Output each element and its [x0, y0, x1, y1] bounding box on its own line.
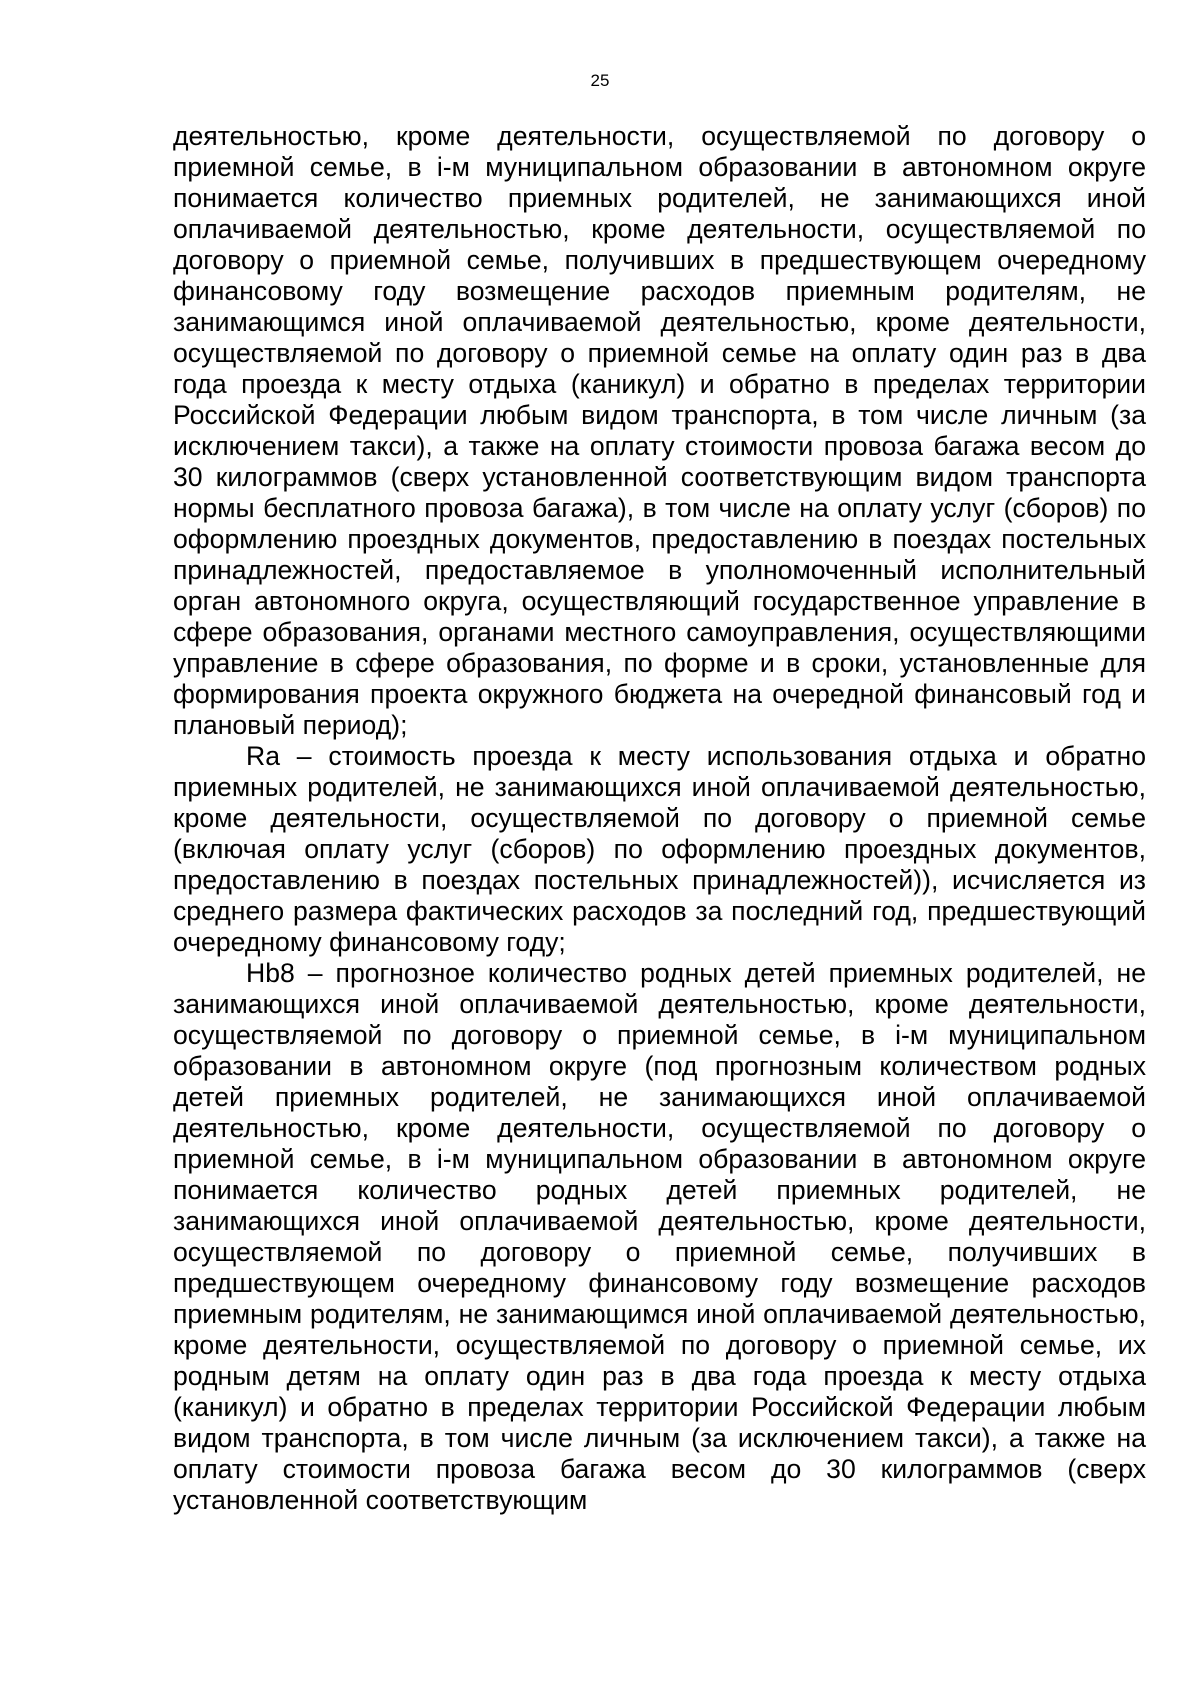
document-body	[173, 121, 1146, 1516]
paragraph-continuation: деятельностью, кроме деятельности, осуществляемой по договору о приемной семье, в i-м муниципальном образовании в автономном округе понимается количество приемных родителей, не занимающихся иной оплачиваемой деятельностью, кроме деятельности, осуществляемой по договору о приемной семье, получивших в предшествующем очередному финансовому году возмещение расходов приемным родителям, не занимающимся иной оплачиваемой деятельностью, кроме деятельности, осуществляемой по договору о приемной семье на оплату один раз в два года проезда к месту отдыха (каникул) и обратно в пределах территории Российской Федерации любым видом транспорта, в том числе личным (за исключением такси), а также на оплату стоимости провоза багажа весом до 30 килограммов (сверх установленной соответствующим видом транспорта нормы бесплатного провоза багажа), в том числе на оплату услуг (сборов) по оформлению проездных документов, предоставлению в поездах постельных принадлежностей, предоставляемое в уполномоченный исполнительный орган автономного округа, осуществляющий государственное управление в сфере образования, органами местного самоуправления, осуществляющими управление в сфере образования, по форме и в сроки, установленные для формирования проекта окружного бюджета на очередной финансовый год и плановый период);	[173, 121, 1146, 740]
page-number: 25	[590, 71, 610, 90]
paragraph-ra-definition: Ra – стоимость проезда к месту использования отдыха и обратно приемных родителей, не занимающихся иной оплачиваемой деятельностью, кроме деятельности, осуществляемой по договору о приемной семье (включая оплату услуг (сборов) по оформлению проездных документов, предоставлению в поездах постельных принадлежностей)), исчисляется из среднего размера фактических расходов за последний год, предшествующий очередному финансовому году;	[173, 741, 1146, 957]
paragraph-hb8-definition: Hb8 – прогнозное количество родных детей приемных родителей, не занимающихся иной оплачиваемой деятельностью, кроме деятельности, осуществляемой по договору о приемной семье, в i-м муниципальном образовании в автономном округе (под прогнозным количеством родных детей приемных родителей, не занимающихся иной оплачиваемой деятельностью, кроме деятельности, осуществляемой по договору о приемной семье, в i-м муниципальном образовании в автономном округе понимается количество родных детей приемных родителей, не занимающихся иной оплачиваемой деятельностью, кроме деятельности, осуществляемой по договору о приемной семье, получивших в предшествующем очередному финансовому году возмещение расходов приемным родителям, не занимающимся иной оплачиваемой деятельностью, кроме деятельности, осуществляемой по договору о приемной семье, их родным детям на оплату один раз в два года проезда к месту отдыха (каникул) и обратно в пределах территории Российской Федерации любым видом транспорта, в том числе личным (за исключением такси), а также на оплату стоимости провоза багажа весом до 30 килограммов (сверх установленной соответствующим	[173, 958, 1146, 1515]
